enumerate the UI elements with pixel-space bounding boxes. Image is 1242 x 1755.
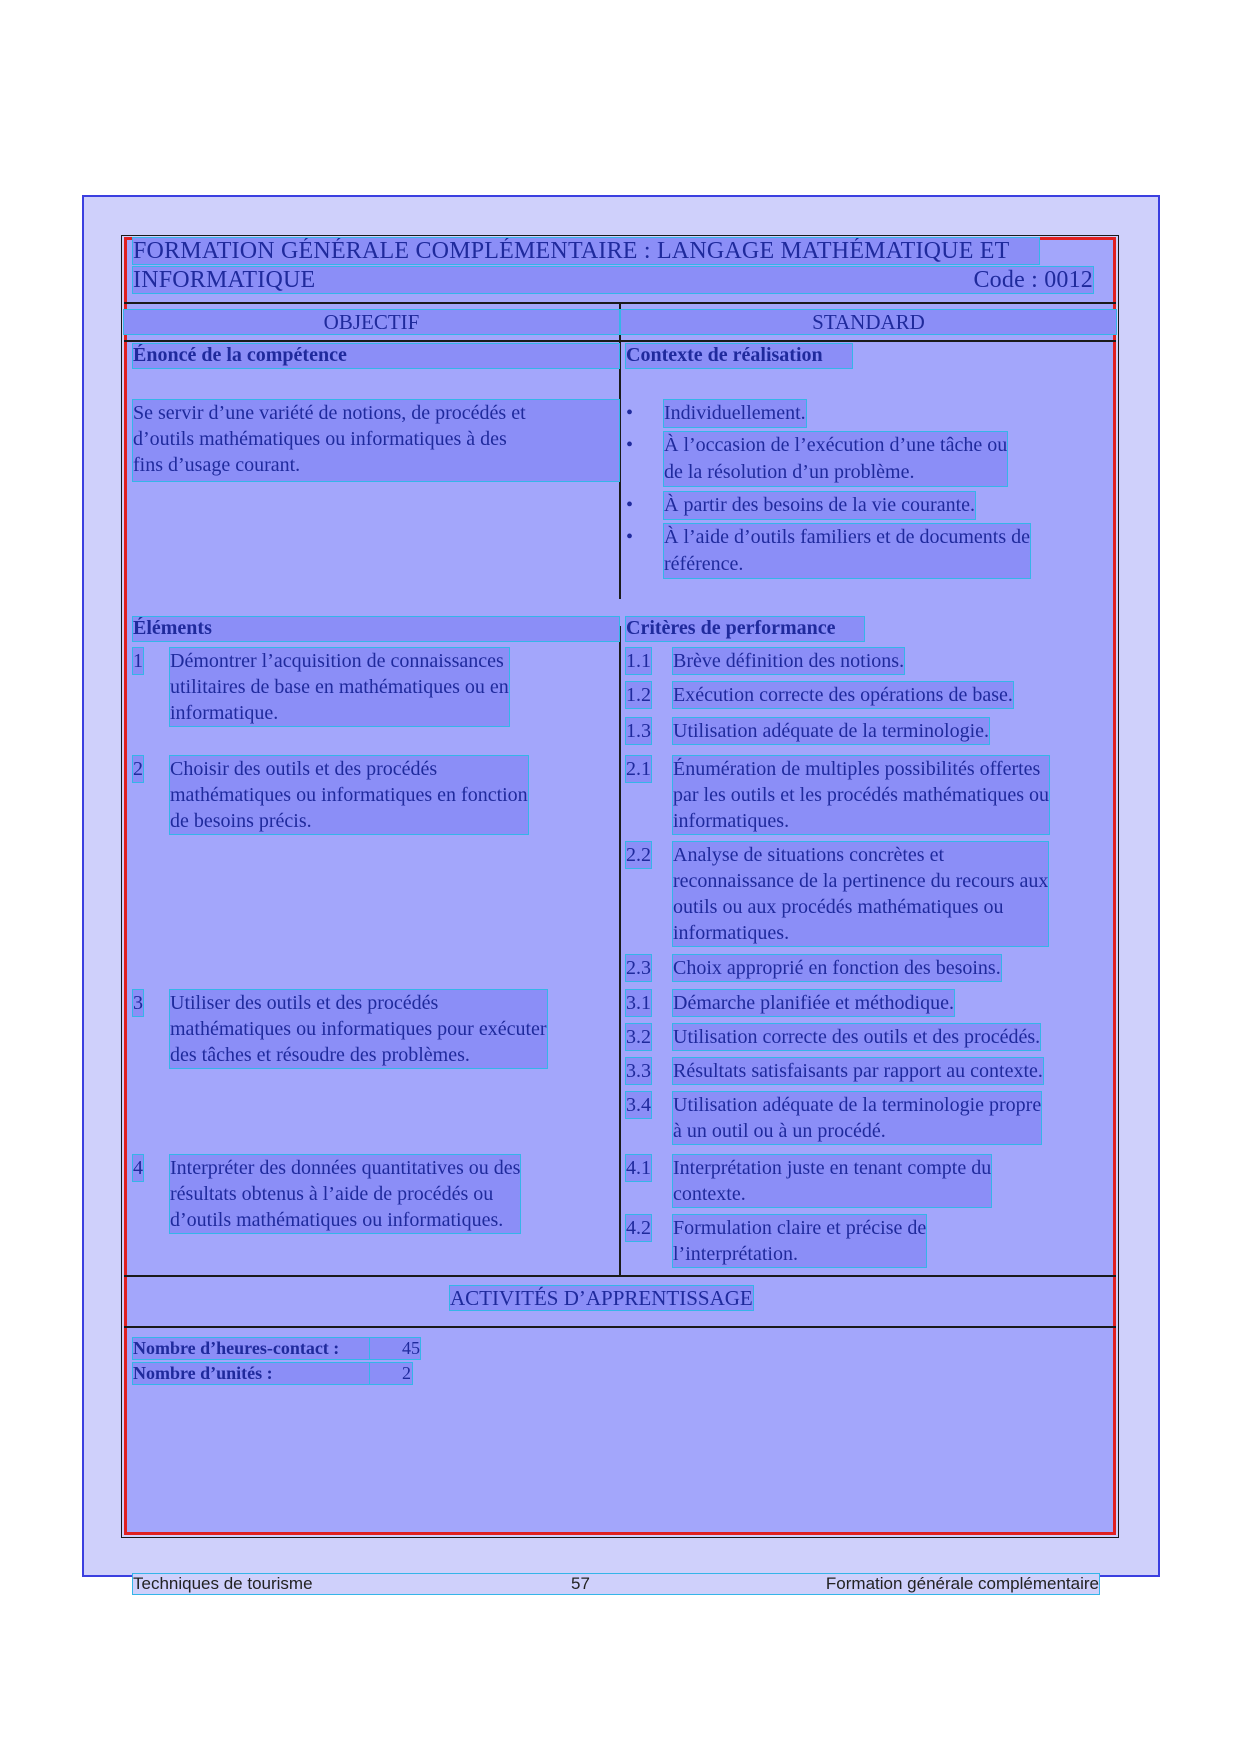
competence-line: d’outils mathématiques ou informatiques à des xyxy=(133,428,507,450)
criterion-text xyxy=(673,1058,1043,1084)
hours-value xyxy=(370,1338,420,1359)
criterion-line: Résultats satisfaisants par rapport au contexte. xyxy=(673,1060,1043,1082)
criterion-number: 2.3 xyxy=(626,957,651,979)
column-header-standard: STANDARD xyxy=(621,310,1116,334)
footer-left: Techniques de tourisme xyxy=(133,1574,313,1593)
column-divider-top xyxy=(619,302,621,599)
criterion-number: 3.2 xyxy=(626,1026,651,1048)
bullet-icon: • xyxy=(626,494,634,516)
criterion-number: 3.1 xyxy=(626,992,651,1014)
criterion-line: à un outil ou à un procédé. xyxy=(673,1120,886,1142)
context-line: Individuellement. xyxy=(664,402,806,424)
context-line: À l’aide d’outils familiers et de documents de xyxy=(664,526,1031,548)
bullet-icon: • xyxy=(626,402,634,424)
element-text xyxy=(170,990,547,1068)
units-value-text: 2 xyxy=(402,1363,411,1383)
criterion-line: Utilisation adéquate de la terminologie. xyxy=(673,720,990,742)
criterion-line: informatiques. xyxy=(673,810,790,832)
element-number: 2 xyxy=(133,758,143,780)
hours-value-text: 45 xyxy=(402,1338,420,1358)
element-line: Choisir des outils et des procédés xyxy=(170,758,438,780)
criterion-number: 1.3 xyxy=(626,720,651,742)
criterion-number: 2.1 xyxy=(626,758,651,780)
element-line: Utiliser des outils et des procédés xyxy=(170,992,439,1014)
criterion-text xyxy=(673,682,1013,708)
criterion-text xyxy=(673,1024,1040,1050)
element-number: 1 xyxy=(133,650,143,672)
context-item-text xyxy=(664,524,1030,578)
element-line: résultats obtenus à l’aide de procédés ou xyxy=(170,1183,494,1205)
element-number: 3 xyxy=(133,992,143,1014)
element-line: de besoins précis. xyxy=(170,810,312,832)
competence-line: Se servir d’une variété de notions, de procédés et xyxy=(133,402,526,424)
competence-statement xyxy=(133,400,619,481)
criterion-line: Exécution correcte des opérations de base. xyxy=(673,684,1013,706)
criterion-number: 2.2 xyxy=(626,844,651,866)
criteria-heading: Critères de performance xyxy=(626,617,864,641)
criterion-text xyxy=(673,756,1049,834)
element-text xyxy=(170,648,509,726)
criterion-line: Énumération de multiples possibilités offertes xyxy=(673,758,1041,780)
context-heading: Contexte de réalisation xyxy=(626,344,852,368)
criterion-line: Interprétation juste en tenant compte du xyxy=(673,1157,992,1179)
context-item-text xyxy=(664,492,975,519)
page-number: 57 xyxy=(571,1574,590,1593)
criterion-text xyxy=(673,842,1048,946)
criterion-number: 3.3 xyxy=(626,1060,651,1082)
element-number: 4 xyxy=(133,1157,143,1179)
course-code: Code : 0012 xyxy=(973,267,1093,293)
criterion-line: Utilisation correcte des outils et des procédés. xyxy=(673,1026,1041,1048)
course-title-line1: FORMATION GÉNÉRALE COMPLÉMENTAIRE : LANGAGE MATHÉMATIQUE ET xyxy=(133,238,1039,264)
criterion-number: 1.2 xyxy=(626,684,651,706)
footer-right: Formation générale complémentaire xyxy=(825,1574,1099,1593)
criterion-text xyxy=(673,955,1001,981)
criterion-text xyxy=(673,648,904,674)
criterion-line: Utilisation adéquate de la terminologie propre xyxy=(673,1094,1042,1116)
competence-line: fins d’usage courant. xyxy=(133,454,301,476)
criterion-text xyxy=(673,990,954,1016)
criterion-line: reconnaissance de la pertinence du recours aux xyxy=(673,870,1049,892)
criterion-line: Brève définition des notions. xyxy=(673,650,905,672)
criterion-number: 3.4 xyxy=(626,1094,651,1116)
element-line: mathématiques ou informatiques en fonction xyxy=(170,784,528,806)
bullet-icon: • xyxy=(626,526,634,548)
criterion-line: informatiques. xyxy=(673,922,790,944)
criterion-line: Démarche planifiée et méthodique. xyxy=(673,992,954,1014)
criterion-line: Analyse de situations concrètes et xyxy=(673,844,945,866)
context-line: de la résolution d’un problème. xyxy=(664,461,915,483)
criterion-text xyxy=(673,1215,926,1267)
criterion-text xyxy=(673,1092,1041,1144)
rule-under-activities xyxy=(124,1326,1116,1328)
column-divider-bottom xyxy=(619,626,621,1275)
competence-heading: Énoncé de la compétence xyxy=(133,344,619,368)
criterion-line: contexte. xyxy=(673,1183,746,1205)
criterion-line: outils ou aux procédés mathématiques ou xyxy=(673,896,1004,918)
criterion-line: l’interprétation. xyxy=(673,1243,798,1265)
context-line: À partir des besoins de la vie courante. xyxy=(664,494,976,516)
element-line: utilitaires de base en mathématiques ou en xyxy=(170,676,509,698)
criterion-text xyxy=(673,718,989,744)
element-line: informatique. xyxy=(170,702,279,724)
element-text xyxy=(170,756,528,834)
page-footer xyxy=(133,1574,1099,1594)
element-line: d’outils mathématiques ou informatiques. xyxy=(170,1209,504,1231)
element-line: Démontrer l’acquisition de connaissances xyxy=(170,650,504,672)
element-line: des tâches et résoudre des problèmes. xyxy=(170,1044,470,1066)
criterion-number: 1.1 xyxy=(626,650,651,672)
element-line: Interpréter des données quantitatives ou des xyxy=(170,1157,521,1179)
criterion-number: 4.2 xyxy=(626,1217,651,1239)
course-title-line2-text: INFORMATIQUE xyxy=(133,267,316,293)
criterion-text xyxy=(673,1155,991,1207)
units-value xyxy=(370,1363,412,1384)
elements-heading: Éléments xyxy=(133,617,619,641)
course-title-line2 xyxy=(133,267,1093,293)
criterion-line: Formulation claire et précise de xyxy=(673,1217,927,1239)
activities-heading: ACTIVITÉS D’APPRENTISSAGE xyxy=(450,1286,753,1310)
criterion-number: 4.1 xyxy=(626,1157,651,1179)
criterion-line: Choix approprié en fonction des besoins. xyxy=(673,957,1001,979)
context-item-text xyxy=(664,400,806,427)
criterion-line: par les outils et les procédés mathématiques ou xyxy=(673,784,1050,806)
element-line: mathématiques ou informatiques pour exécuter xyxy=(170,1018,547,1040)
element-text xyxy=(170,1155,520,1233)
context-item-text xyxy=(664,432,1007,486)
context-line: À l’occasion de l’exécution d’une tâche ou xyxy=(664,434,1008,456)
bullet-icon: • xyxy=(626,434,634,456)
column-header-objectif: OBJECTIF xyxy=(124,310,619,334)
hours-label: Nombre d’heures-contact : xyxy=(133,1338,370,1359)
units-label: Nombre d’unités : xyxy=(133,1363,370,1384)
context-line: référence. xyxy=(664,553,744,575)
rule-above-activities xyxy=(124,1275,1116,1277)
